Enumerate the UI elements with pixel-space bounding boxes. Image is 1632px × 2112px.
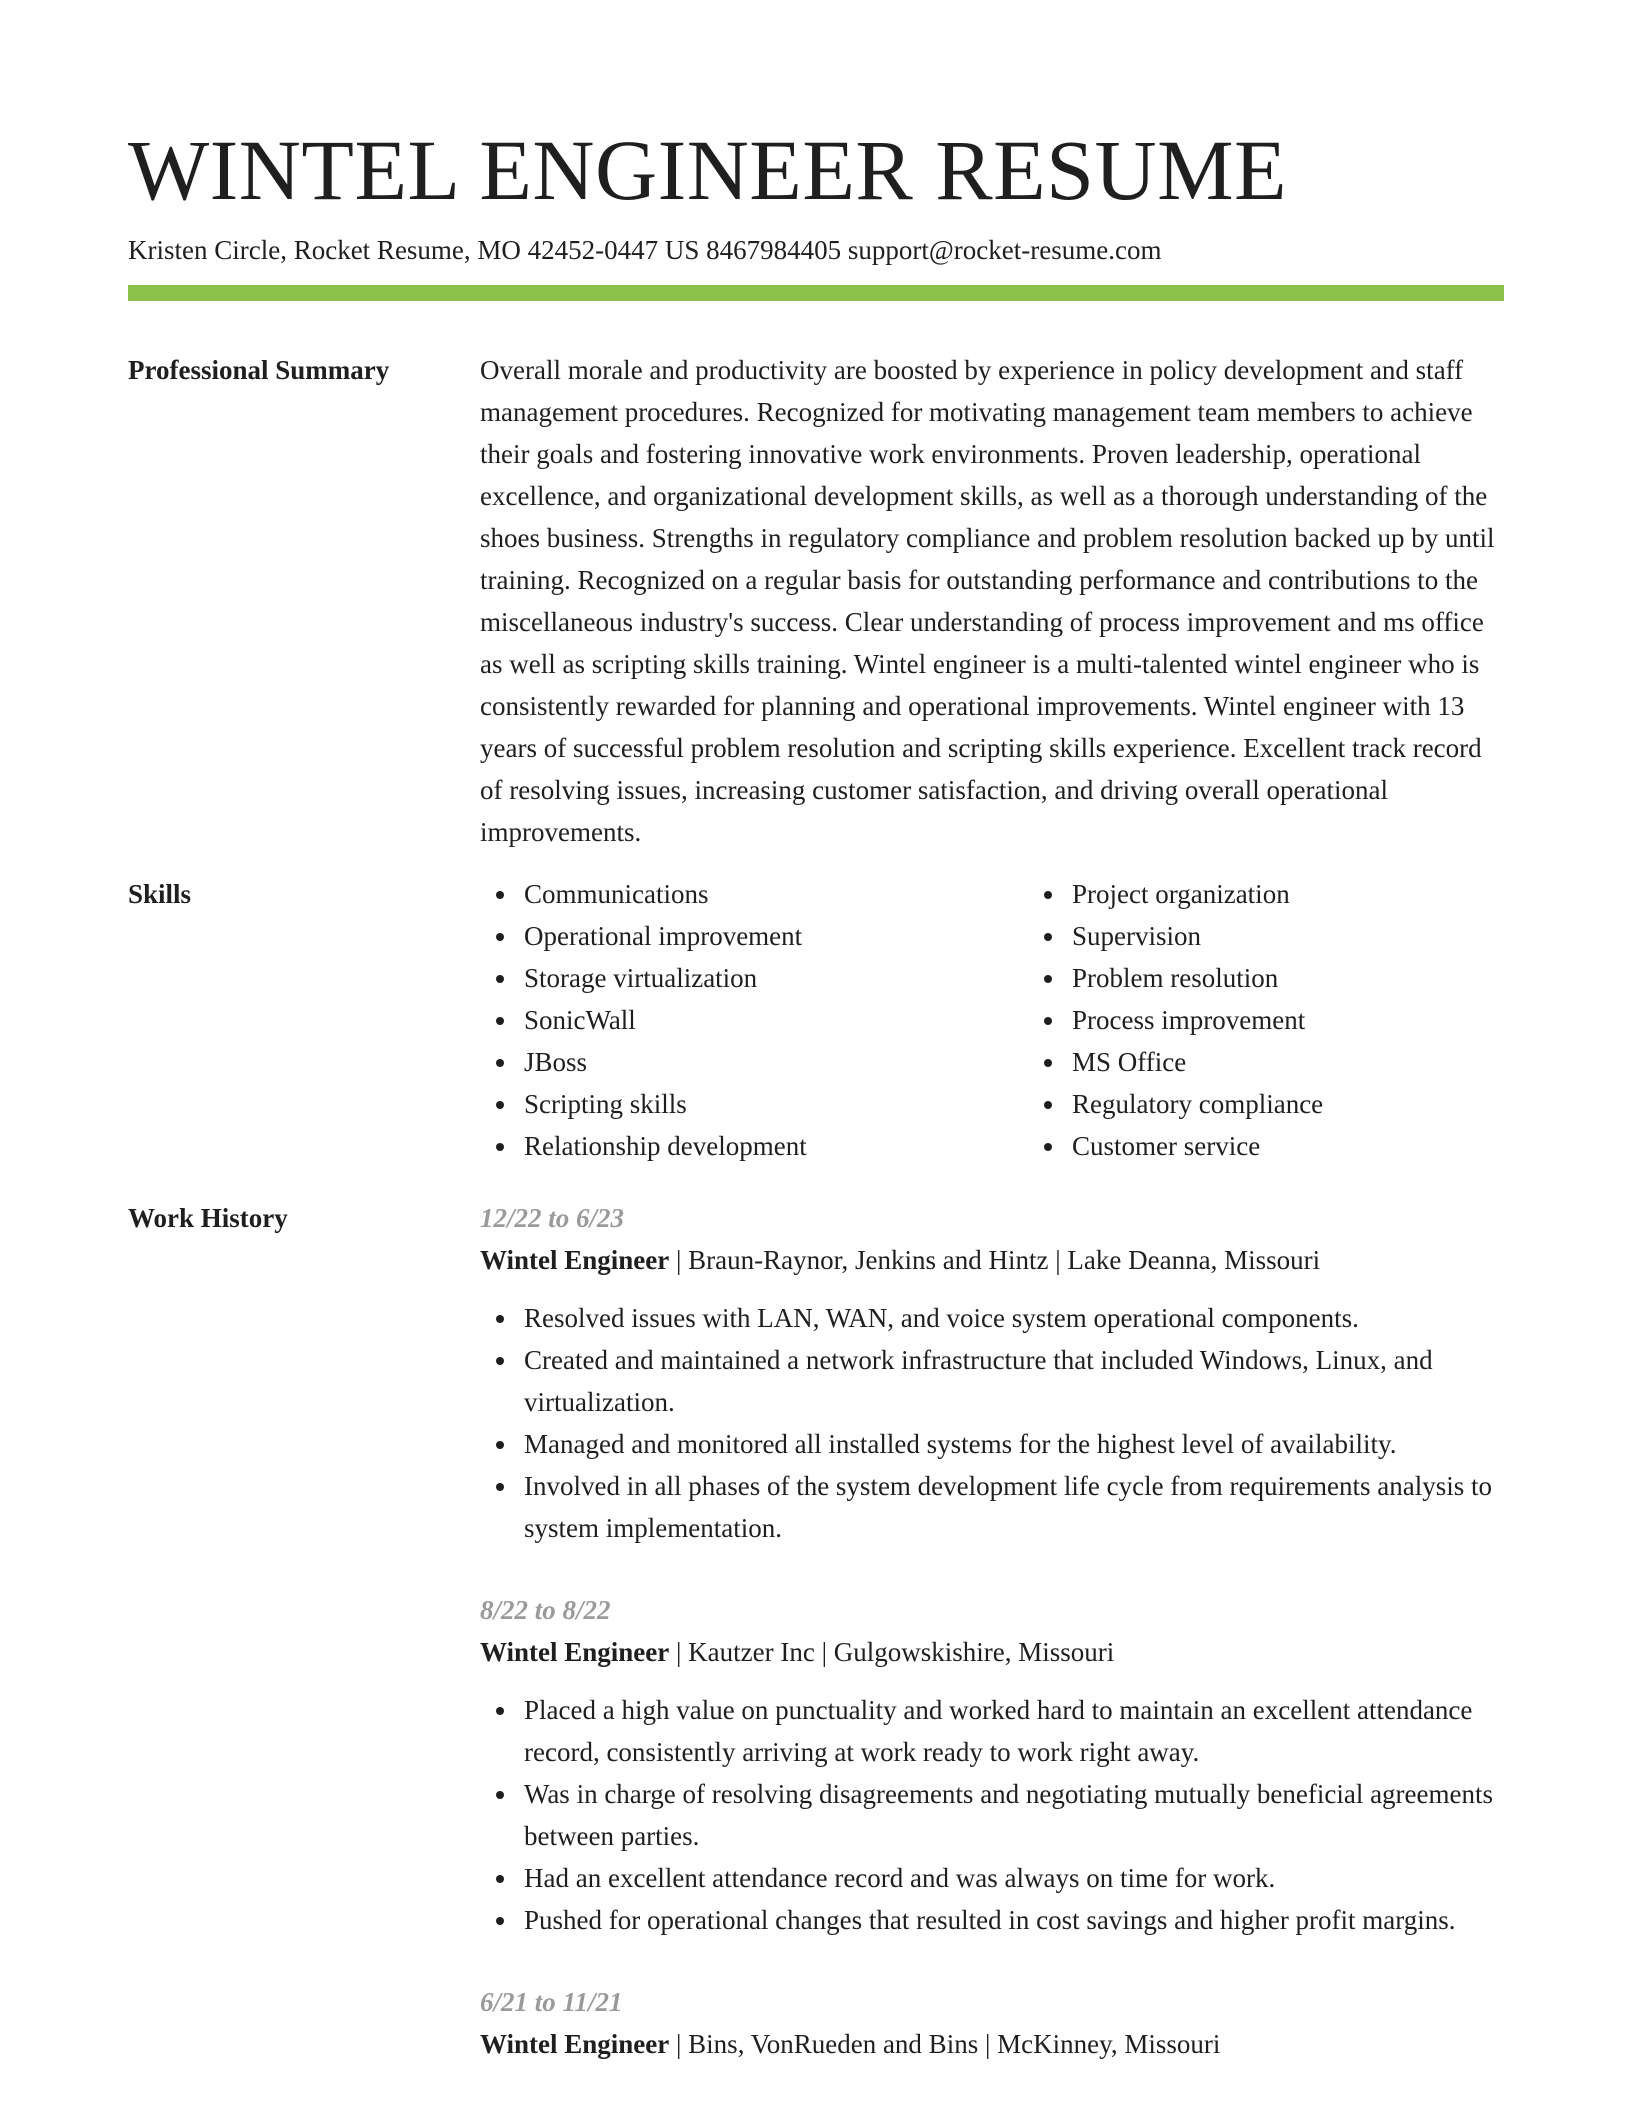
job-title: Wintel Engineer (480, 1245, 670, 1275)
work-history-section (128, 1197, 1504, 2105)
job-entry (480, 1589, 1504, 1941)
job-bullet: Managed and monitored all installed systems for the highest level of availability. (524, 1423, 1504, 1465)
resume-page (128, 120, 1504, 2105)
skills-list-right (1028, 873, 1576, 1167)
job-entry (480, 1197, 1504, 1549)
summary-section (128, 349, 1504, 853)
job-bullet: Resolved issues with LAN, WAN, and voice system operational components. (524, 1297, 1504, 1339)
skill-item: Problem resolution (1072, 957, 1576, 999)
skills-list-left (480, 873, 1028, 1167)
accent-divider (128, 285, 1504, 301)
job-employer: | Bins, VonRueden and Bins | McKinney, Missouri (669, 2029, 1221, 2059)
skill-item: Project organization (1072, 873, 1576, 915)
job-heading (480, 2023, 1504, 2065)
skill-item: Supervision (1072, 915, 1576, 957)
job-bullets (480, 1689, 1504, 1941)
skill-item: SonicWall (524, 999, 1028, 1041)
job-employer: | Braun-Raynor, Jenkins and Hintz | Lake Deanna, Missouri (669, 1245, 1321, 1275)
skill-item: Operational improvement (524, 915, 1028, 957)
section-label-work-history: Work History (128, 1203, 288, 1233)
skill-item: MS Office (1072, 1041, 1576, 1083)
skill-item: Communications (524, 873, 1028, 915)
job-entry (480, 1981, 1504, 2065)
skill-item: Scripting skills (524, 1083, 1028, 1125)
job-bullet: Involved in all phases of the system development life cycle from requirements analysis to system implementation. (524, 1465, 1504, 1549)
job-bullet: Placed a high value on punctuality and worked hard to maintain an excellent attendance record, consistently arriving at work ready to work right away. (524, 1689, 1504, 1773)
job-title: Wintel Engineer (480, 1637, 670, 1667)
job-bullet: Created and maintained a network infrastructure that included Windows, Linux, and virtualization. (524, 1339, 1504, 1423)
jobs-list (480, 1197, 1504, 2105)
contact-line: Kristen Circle, Rocket Resume, MO 42452-0447 US 8467984405 support@rocket-resume.com (128, 235, 1162, 265)
job-date: 6/21 to 11/21 (480, 1987, 623, 2017)
job-heading (480, 1631, 1504, 1673)
skill-item: Customer service (1072, 1125, 1576, 1167)
summary-text: Overall morale and productivity are boosted by experience in policy development and staff management procedures. Recognized for motivating management team members to achieve their goals and fostering innovative work environments. Proven leadership, operational excellence, and organizational development skills, as well as a thorough understanding of the shoes business. Strengths in regulatory compliance and problem resolution backed up by until training. Recognized on a regular basis for outstanding performance and contributions to the miscellaneous industry's success. Clear understanding of process improvement and ms office as well as scripting skills training. Wintel engineer is a multi-talented wintel engineer who is consistently rewarded for planning and operational improvements. Wintel engineer with 13 years of successful problem resolution and scripting skills experience. Excellent track record of resolving issues, increasing customer satisfaction, and driving overall operational improvements. (480, 355, 1495, 847)
skill-item: Relationship development (524, 1125, 1028, 1167)
skill-item: Process improvement (1072, 999, 1576, 1041)
section-label-skills: Skills (128, 879, 192, 909)
job-bullet: Was in charge of resolving disagreements and negotiating mutually beneficial agreements between parties. (524, 1773, 1504, 1857)
skill-item: Storage virtualization (524, 957, 1028, 999)
job-date: 12/22 to 6/23 (480, 1203, 625, 1233)
job-employer: | Kautzer Inc | Gulgowskishire, Missouri (669, 1637, 1115, 1667)
job-date: 8/22 to 8/22 (480, 1595, 611, 1625)
job-heading (480, 1239, 1504, 1281)
skills-section (128, 873, 1504, 1167)
section-label-summary: Professional Summary (128, 355, 390, 385)
job-title: Wintel Engineer (480, 2029, 670, 2059)
skill-item: JBoss (524, 1041, 1028, 1083)
job-bullets (480, 1297, 1504, 1549)
skill-item: Regulatory compliance (1072, 1083, 1576, 1125)
job-bullet: Pushed for operational changes that resulted in cost savings and higher profit margins. (524, 1899, 1504, 1941)
resume-title: WINTEL ENGINEER RESUME (128, 122, 1288, 218)
job-bullet: Had an excellent attendance record and was always on time for work. (524, 1857, 1504, 1899)
